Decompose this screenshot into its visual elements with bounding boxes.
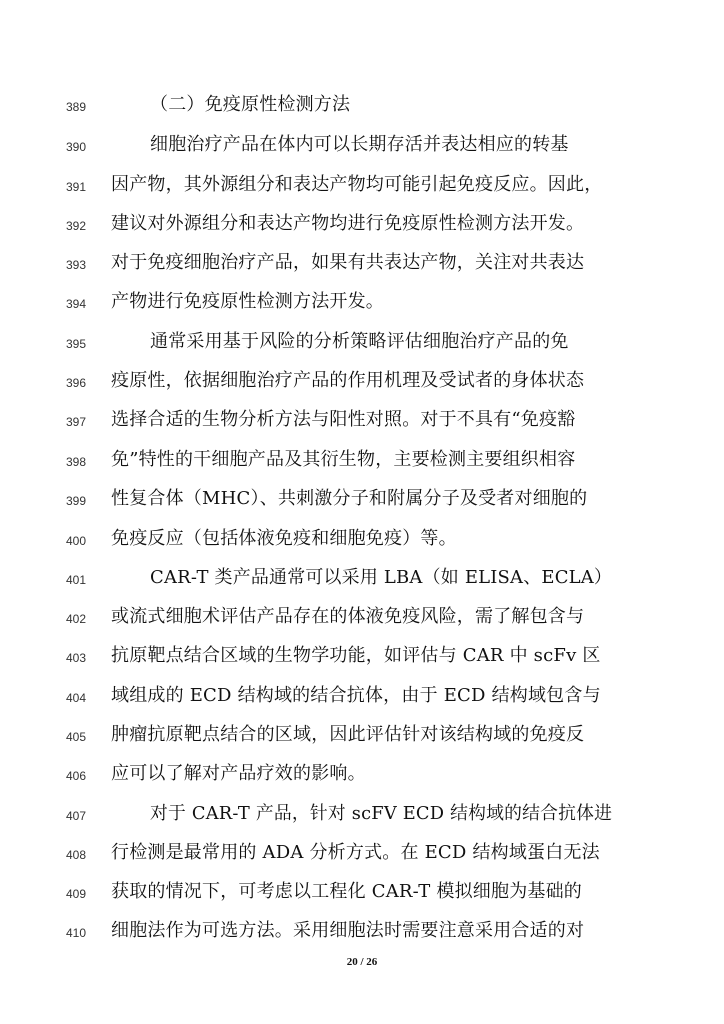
paragraph-text: 应可以了解对产品疗效的影响。	[111, 763, 366, 784]
paragraph-text: 性复合体（MHC）、共刺激分子和附属分子及受者对细胞的	[111, 488, 588, 509]
document-line	[0, 328, 724, 358]
line-number: 404	[66, 691, 87, 705]
document-line	[0, 721, 724, 751]
paragraph-text: 获取的情况下，可考虑以工程化 CAR-T 模拟细胞为基础的	[111, 881, 583, 902]
paragraph-text: 对于 CAR-T 产品，针对 scFV ECD 结构域的结合抗体进	[150, 803, 613, 824]
paragraph-text: 细胞治疗产品在体内可以长期存活并表达相应的转基	[150, 134, 569, 155]
paragraph-text: 免疫反应（包括体液免疫和细胞免疫）等。	[111, 528, 457, 549]
paragraph-text: 抗原靶点结合区域的生物学功能，如评估与 CAR 中 scFv 区	[111, 645, 601, 666]
paragraph-text: 肿瘤抗原靶点结合的区域，因此评估针对该结构域的免疫反	[111, 724, 585, 745]
line-number: 391	[66, 180, 87, 194]
document-line	[0, 564, 724, 594]
line-number: 409	[66, 887, 87, 901]
paragraph-text: 细胞法作为可选方法。采用细胞法时需要注意采用合适的对	[111, 920, 585, 941]
document-line	[0, 288, 724, 318]
document-line	[0, 406, 724, 436]
line-number: 410	[66, 926, 87, 940]
paragraph-text: 或流式细胞术评估产品存在的体液免疫风险，需了解包含与	[111, 606, 585, 627]
document-line	[0, 682, 724, 712]
document-line	[0, 131, 724, 161]
line-number: 403	[66, 651, 87, 665]
line-number: 398	[66, 455, 87, 469]
document-line	[0, 171, 724, 201]
document-line	[0, 485, 724, 515]
line-number: 399	[66, 494, 87, 508]
document-line	[0, 91, 724, 121]
paragraph-text: 通常采用基于风险的分析策略评估细胞治疗产品的免	[150, 331, 569, 352]
paragraph-text: 域组成的 ECD 结构域的结合抗体，由于 ECD 结构域包含与	[111, 685, 601, 706]
paragraph-text: 因产物，其外源组分和表达产物均可能引起免疫反应。因此，	[111, 174, 603, 195]
page-number: 20 / 26	[346, 956, 378, 968]
line-number: 406	[66, 769, 87, 783]
line-number: 392	[66, 219, 87, 233]
document-line	[0, 367, 724, 397]
line-number: 393	[66, 258, 87, 272]
line-number: 408	[66, 848, 87, 862]
line-number: 397	[66, 415, 87, 429]
line-number: 405	[66, 730, 87, 744]
paragraph-text: 免”特性的干细胞产品及其衍生物，主要检测主要组织相容	[111, 449, 576, 470]
line-number: 389	[66, 100, 87, 114]
document-line	[0, 917, 724, 947]
line-number: 390	[66, 140, 87, 154]
document-line	[0, 878, 724, 908]
paragraph-text: 疫原性，依据细胞治疗产品的作用机理及受试者的身体状态	[111, 370, 585, 391]
paragraph-text: 选择合适的生物分析方法与阳性对照。对于不具有“免疫豁	[111, 409, 576, 430]
document-line	[0, 839, 724, 869]
document-line	[0, 603, 724, 633]
document-line	[0, 800, 724, 830]
document-line	[0, 210, 724, 240]
paragraph-text: 行检测是最常用的 ADA 分析方式。在 ECD 结构域蛋白无法	[111, 842, 600, 863]
paragraph-text: CAR-T 类产品通常可以采用 LBA（如 ELISA、ECLA）	[150, 567, 613, 588]
document-line	[0, 760, 724, 790]
line-number: 401	[66, 573, 87, 587]
line-number: 407	[66, 809, 87, 823]
section-heading: （二）免疫原性检测方法	[150, 94, 351, 115]
paragraph-text: 建议对外源组分和表达产物均进行免疫原性检测方法开发。	[111, 213, 585, 234]
line-number: 395	[66, 337, 87, 351]
paragraph-text: 对于免疫细胞治疗产品，如果有共表达产物，关注对共表达	[111, 252, 585, 273]
document-line	[0, 642, 724, 672]
line-number: 396	[66, 376, 87, 390]
document-line	[0, 446, 724, 476]
line-number: 400	[66, 534, 87, 548]
document-line	[0, 249, 724, 279]
line-number: 394	[66, 297, 87, 311]
paragraph-text: 产物进行免疫原性检测方法开发。	[111, 291, 384, 312]
document-line	[0, 525, 724, 555]
line-number: 402	[66, 612, 87, 626]
